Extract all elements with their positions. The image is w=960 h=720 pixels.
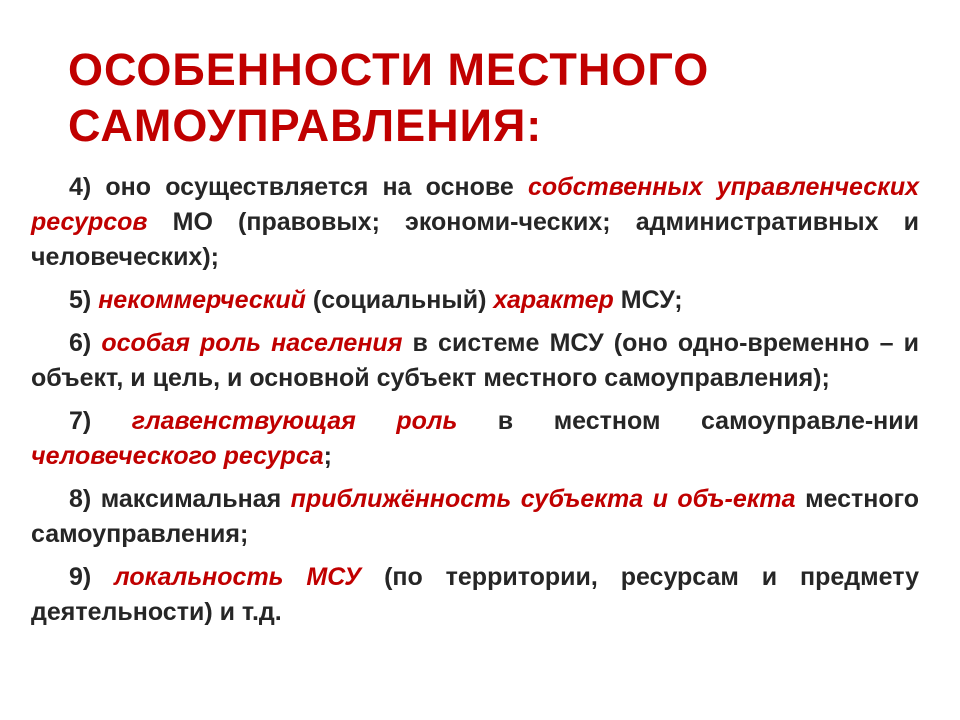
item-text: 5) [69,286,99,314]
item-text: в местном самоуправле-нии [457,407,920,435]
title-line-2: САМОУПРАВЛЕНИЯ: [68,100,543,151]
item-text: 8) максимальная [69,485,291,513]
item-highlight: собственных управленческих ресурсов [31,173,919,236]
item-highlight: характер [493,286,614,314]
item-text: (по территории, ресурсам и предмету деятельности) и т.д. [31,563,919,626]
list-item [31,482,919,552]
slide-title [68,42,928,154]
item-text: (социальный) [305,286,494,314]
item-highlight: некоммерческий [98,286,306,314]
title-line-1: ОСОБЕННОСТИ МЕСТНОГО [68,44,710,95]
item-text: 4) оно осуществляется на основе [69,173,528,201]
item-text: МО (правовых; экономи-ческих; административных и человеческих); [31,208,919,271]
item-highlight: главенствующая роль [131,407,458,435]
item-text: местного самоуправления; [31,485,920,548]
features-list [31,170,919,638]
item-text: ; [323,442,332,470]
item-highlight: человеческого ресурса [31,442,324,470]
item-text: в системе МСУ (оно одно-временно – и объект, и цель, и основной субъект местного самоуправления); [31,329,919,392]
list-item [31,326,919,396]
item-highlight: приближённость субъекта и объ-екта [290,485,796,513]
list-item [31,170,919,275]
item-text: 9) [69,563,115,591]
list-item [31,404,919,474]
item-text: 7) [69,407,132,435]
list-item [31,560,919,630]
item-text: 6) [69,329,102,357]
item-text: МСУ; [613,286,683,314]
item-highlight: особая роль населения [101,329,403,357]
list-item [31,283,919,318]
item-highlight: локальность МСУ [114,563,362,591]
